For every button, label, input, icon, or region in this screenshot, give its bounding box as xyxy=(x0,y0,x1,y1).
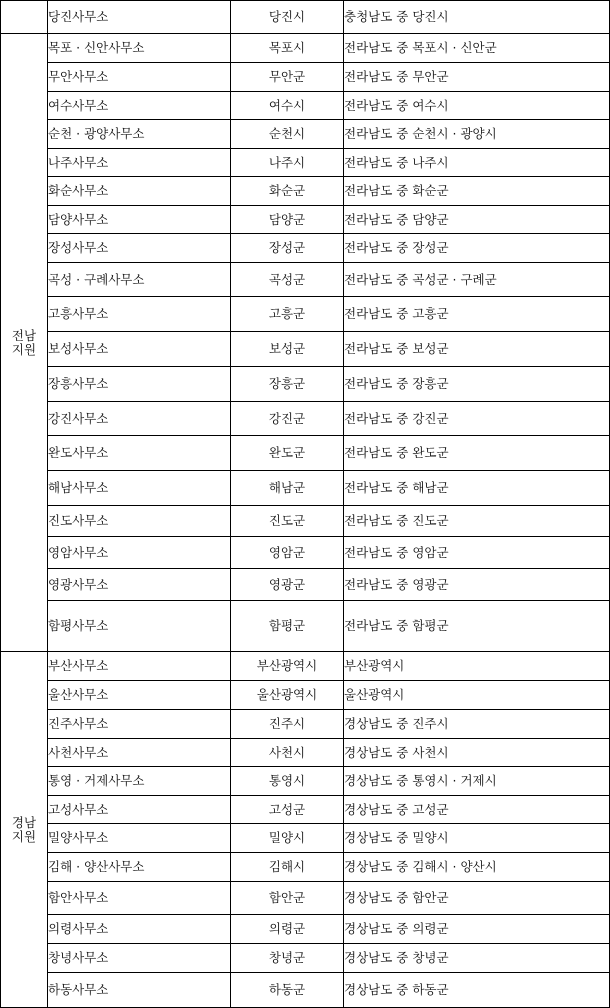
table-row xyxy=(1,537,610,569)
table-row xyxy=(1,824,610,853)
office-name-cell: 사천사무소 xyxy=(48,739,231,767)
city-cell: 당진시 xyxy=(231,1,344,34)
table-row xyxy=(1,569,610,601)
table-row xyxy=(1,796,610,824)
jurisdiction-area-cell: 경상남도 중 창녕군 xyxy=(344,944,610,973)
office-name-cell: 당진사무소 xyxy=(48,1,231,34)
city-cell: 여수시 xyxy=(231,92,344,120)
city-cell: 순천시 xyxy=(231,120,344,149)
table-body xyxy=(1,1,610,1008)
jurisdiction-area-cell: 전라남도 중 순천시 · 광양시 xyxy=(344,120,610,149)
city-cell: 의령군 xyxy=(231,915,344,944)
jurisdiction-area-cell: 경상남도 중 밀양시 xyxy=(344,824,610,853)
table-row xyxy=(1,402,610,436)
region-label-line: 경남 xyxy=(11,814,37,830)
city-cell: 통영시 xyxy=(231,767,344,796)
table-row xyxy=(1,34,610,63)
jurisdiction-area-cell: 전라남도 중 완도군 xyxy=(344,436,610,471)
office-name-cell: 통영 · 거제사무소 xyxy=(48,767,231,796)
city-cell: 해남군 xyxy=(231,471,344,506)
jurisdiction-area-cell: 전라남도 중 무안군 xyxy=(344,63,610,92)
jurisdiction-area-cell: 전라남도 중 영광군 xyxy=(344,569,610,601)
table-row xyxy=(1,681,610,710)
table-row xyxy=(1,92,610,120)
office-name-cell: 장흥사무소 xyxy=(48,367,231,402)
jurisdiction-area-cell: 전라남도 중 강진군 xyxy=(344,402,610,436)
city-cell: 장흥군 xyxy=(231,367,344,402)
jurisdiction-area-cell: 경상남도 중 통영시 · 거제시 xyxy=(344,767,610,796)
region-cell xyxy=(1,652,48,1008)
region-cell xyxy=(1,34,48,652)
office-name-cell: 고흥사무소 xyxy=(48,297,231,332)
jurisdiction-area-cell: 전라남도 중 장성군 xyxy=(344,234,610,263)
table-row xyxy=(1,234,610,263)
office-name-cell: 강진사무소 xyxy=(48,402,231,436)
table-row xyxy=(1,506,610,537)
jurisdiction-area-cell: 경상남도 중 의령군 xyxy=(344,915,610,944)
office-name-cell: 완도사무소 xyxy=(48,436,231,471)
city-cell: 하동군 xyxy=(231,973,344,1008)
region-label-line: 전남 xyxy=(11,327,37,343)
city-cell: 고흥군 xyxy=(231,297,344,332)
office-name-cell: 밀양사무소 xyxy=(48,824,231,853)
city-cell: 함안군 xyxy=(231,882,344,915)
city-cell: 영암군 xyxy=(231,537,344,569)
table-row xyxy=(1,177,610,206)
city-cell: 나주시 xyxy=(231,149,344,177)
office-name-cell: 함안사무소 xyxy=(48,882,231,915)
jurisdiction-area-cell: 경상남도 중 함안군 xyxy=(344,882,610,915)
office-name-cell: 무안사무소 xyxy=(48,63,231,92)
city-cell: 화순군 xyxy=(231,177,344,206)
jurisdiction-area-cell: 경상남도 중 하동군 xyxy=(344,973,610,1008)
jurisdiction-area-cell: 경상남도 중 진주시 xyxy=(344,710,610,739)
table-row xyxy=(1,944,610,973)
office-name-cell: 화순사무소 xyxy=(48,177,231,206)
jurisdiction-area-cell: 전라남도 중 고흥군 xyxy=(344,297,610,332)
jurisdiction-area-cell: 부산광역시 xyxy=(344,652,610,681)
office-name-cell: 진주사무소 xyxy=(48,710,231,739)
city-cell: 완도군 xyxy=(231,436,344,471)
jurisdiction-area-cell: 전라남도 중 화순군 xyxy=(344,177,610,206)
office-name-cell: 함평사무소 xyxy=(48,601,231,652)
table-row xyxy=(1,206,610,234)
jurisdiction-area-cell: 전라남도 중 보성군 xyxy=(344,332,610,367)
table-row xyxy=(1,436,610,471)
office-name-cell: 하동사무소 xyxy=(48,973,231,1008)
table-row xyxy=(1,297,610,332)
region-label-line: 지원 xyxy=(11,828,37,844)
table-row xyxy=(1,332,610,367)
table-row xyxy=(1,149,610,177)
office-name-cell: 영광사무소 xyxy=(48,569,231,601)
table-row xyxy=(1,367,610,402)
office-name-cell: 곡성 · 구례사무소 xyxy=(48,263,231,297)
region-cell xyxy=(1,1,48,34)
jurisdiction-area-cell: 전라남도 중 곡성군 · 구례군 xyxy=(344,263,610,297)
office-name-cell: 보성사무소 xyxy=(48,332,231,367)
table-row xyxy=(1,882,610,915)
table-row xyxy=(1,263,610,297)
table-row xyxy=(1,739,610,767)
jurisdiction-area-cell: 전라남도 중 해남군 xyxy=(344,471,610,506)
office-name-cell: 여수사무소 xyxy=(48,92,231,120)
office-name-cell: 부산사무소 xyxy=(48,652,231,681)
jurisdiction-area-cell: 경상남도 중 김해시 · 양산시 xyxy=(344,853,610,882)
city-cell: 보성군 xyxy=(231,332,344,367)
office-name-cell: 순천 · 광양사무소 xyxy=(48,120,231,149)
jurisdiction-area-cell: 울산광역시 xyxy=(344,681,610,710)
city-cell: 고성군 xyxy=(231,796,344,824)
city-cell: 김해시 xyxy=(231,853,344,882)
city-cell: 영광군 xyxy=(231,569,344,601)
jurisdiction-area-cell: 전라남도 중 나주시 xyxy=(344,149,610,177)
table-row xyxy=(1,915,610,944)
city-cell: 창녕군 xyxy=(231,944,344,973)
jurisdiction-area-cell: 전라남도 중 함평군 xyxy=(344,601,610,652)
city-cell: 무안군 xyxy=(231,63,344,92)
table-row xyxy=(1,652,610,681)
jurisdiction-area-cell: 전라남도 중 장흥군 xyxy=(344,367,610,402)
table-row xyxy=(1,601,610,652)
city-cell: 곡성군 xyxy=(231,263,344,297)
table-row xyxy=(1,63,610,92)
office-name-cell: 울산사무소 xyxy=(48,681,231,710)
office-name-cell: 장성사무소 xyxy=(48,234,231,263)
office-name-cell: 담양사무소 xyxy=(48,206,231,234)
table-row xyxy=(1,853,610,882)
office-name-cell: 창녕사무소 xyxy=(48,944,231,973)
city-cell: 부산광역시 xyxy=(231,652,344,681)
jurisdiction-area-cell: 전라남도 중 진도군 xyxy=(344,506,610,537)
region-label-line: 지원 xyxy=(11,341,37,357)
table-row xyxy=(1,710,610,739)
office-name-cell: 해남사무소 xyxy=(48,471,231,506)
table-row xyxy=(1,471,610,506)
jurisdiction-area-cell: 충청남도 중 당진시 xyxy=(344,1,610,34)
city-cell: 장성군 xyxy=(231,234,344,263)
jurisdiction-area-cell: 경상남도 중 고성군 xyxy=(344,796,610,824)
office-name-cell: 진도사무소 xyxy=(48,506,231,537)
table-row xyxy=(1,767,610,796)
table-row xyxy=(1,973,610,1008)
city-cell: 울산광역시 xyxy=(231,681,344,710)
office-name-cell: 김해 · 양산사무소 xyxy=(48,853,231,882)
jurisdiction-area-cell: 전라남도 중 목포시 · 신안군 xyxy=(344,34,610,63)
city-cell: 목포시 xyxy=(231,34,344,63)
office-name-cell: 의령사무소 xyxy=(48,915,231,944)
jurisdiction-area-cell: 경상남도 중 사천시 xyxy=(344,739,610,767)
city-cell: 진주시 xyxy=(231,710,344,739)
jurisdiction-area-cell: 전라남도 중 담양군 xyxy=(344,206,610,234)
table-row xyxy=(1,1,610,34)
jurisdiction-area-cell: 전라남도 중 여수시 xyxy=(344,92,610,120)
table-row xyxy=(1,120,610,149)
jurisdiction-area-cell: 전라남도 중 영암군 xyxy=(344,537,610,569)
office-name-cell: 목포 · 신안사무소 xyxy=(48,34,231,63)
city-cell: 함평군 xyxy=(231,601,344,652)
office-name-cell: 고성사무소 xyxy=(48,796,231,824)
city-cell: 진도군 xyxy=(231,506,344,537)
office-name-cell: 나주사무소 xyxy=(48,149,231,177)
city-cell: 밀양시 xyxy=(231,824,344,853)
office-name-cell: 영암사무소 xyxy=(48,537,231,569)
city-cell: 사천시 xyxy=(231,739,344,767)
city-cell: 담양군 xyxy=(231,206,344,234)
city-cell: 강진군 xyxy=(231,402,344,436)
